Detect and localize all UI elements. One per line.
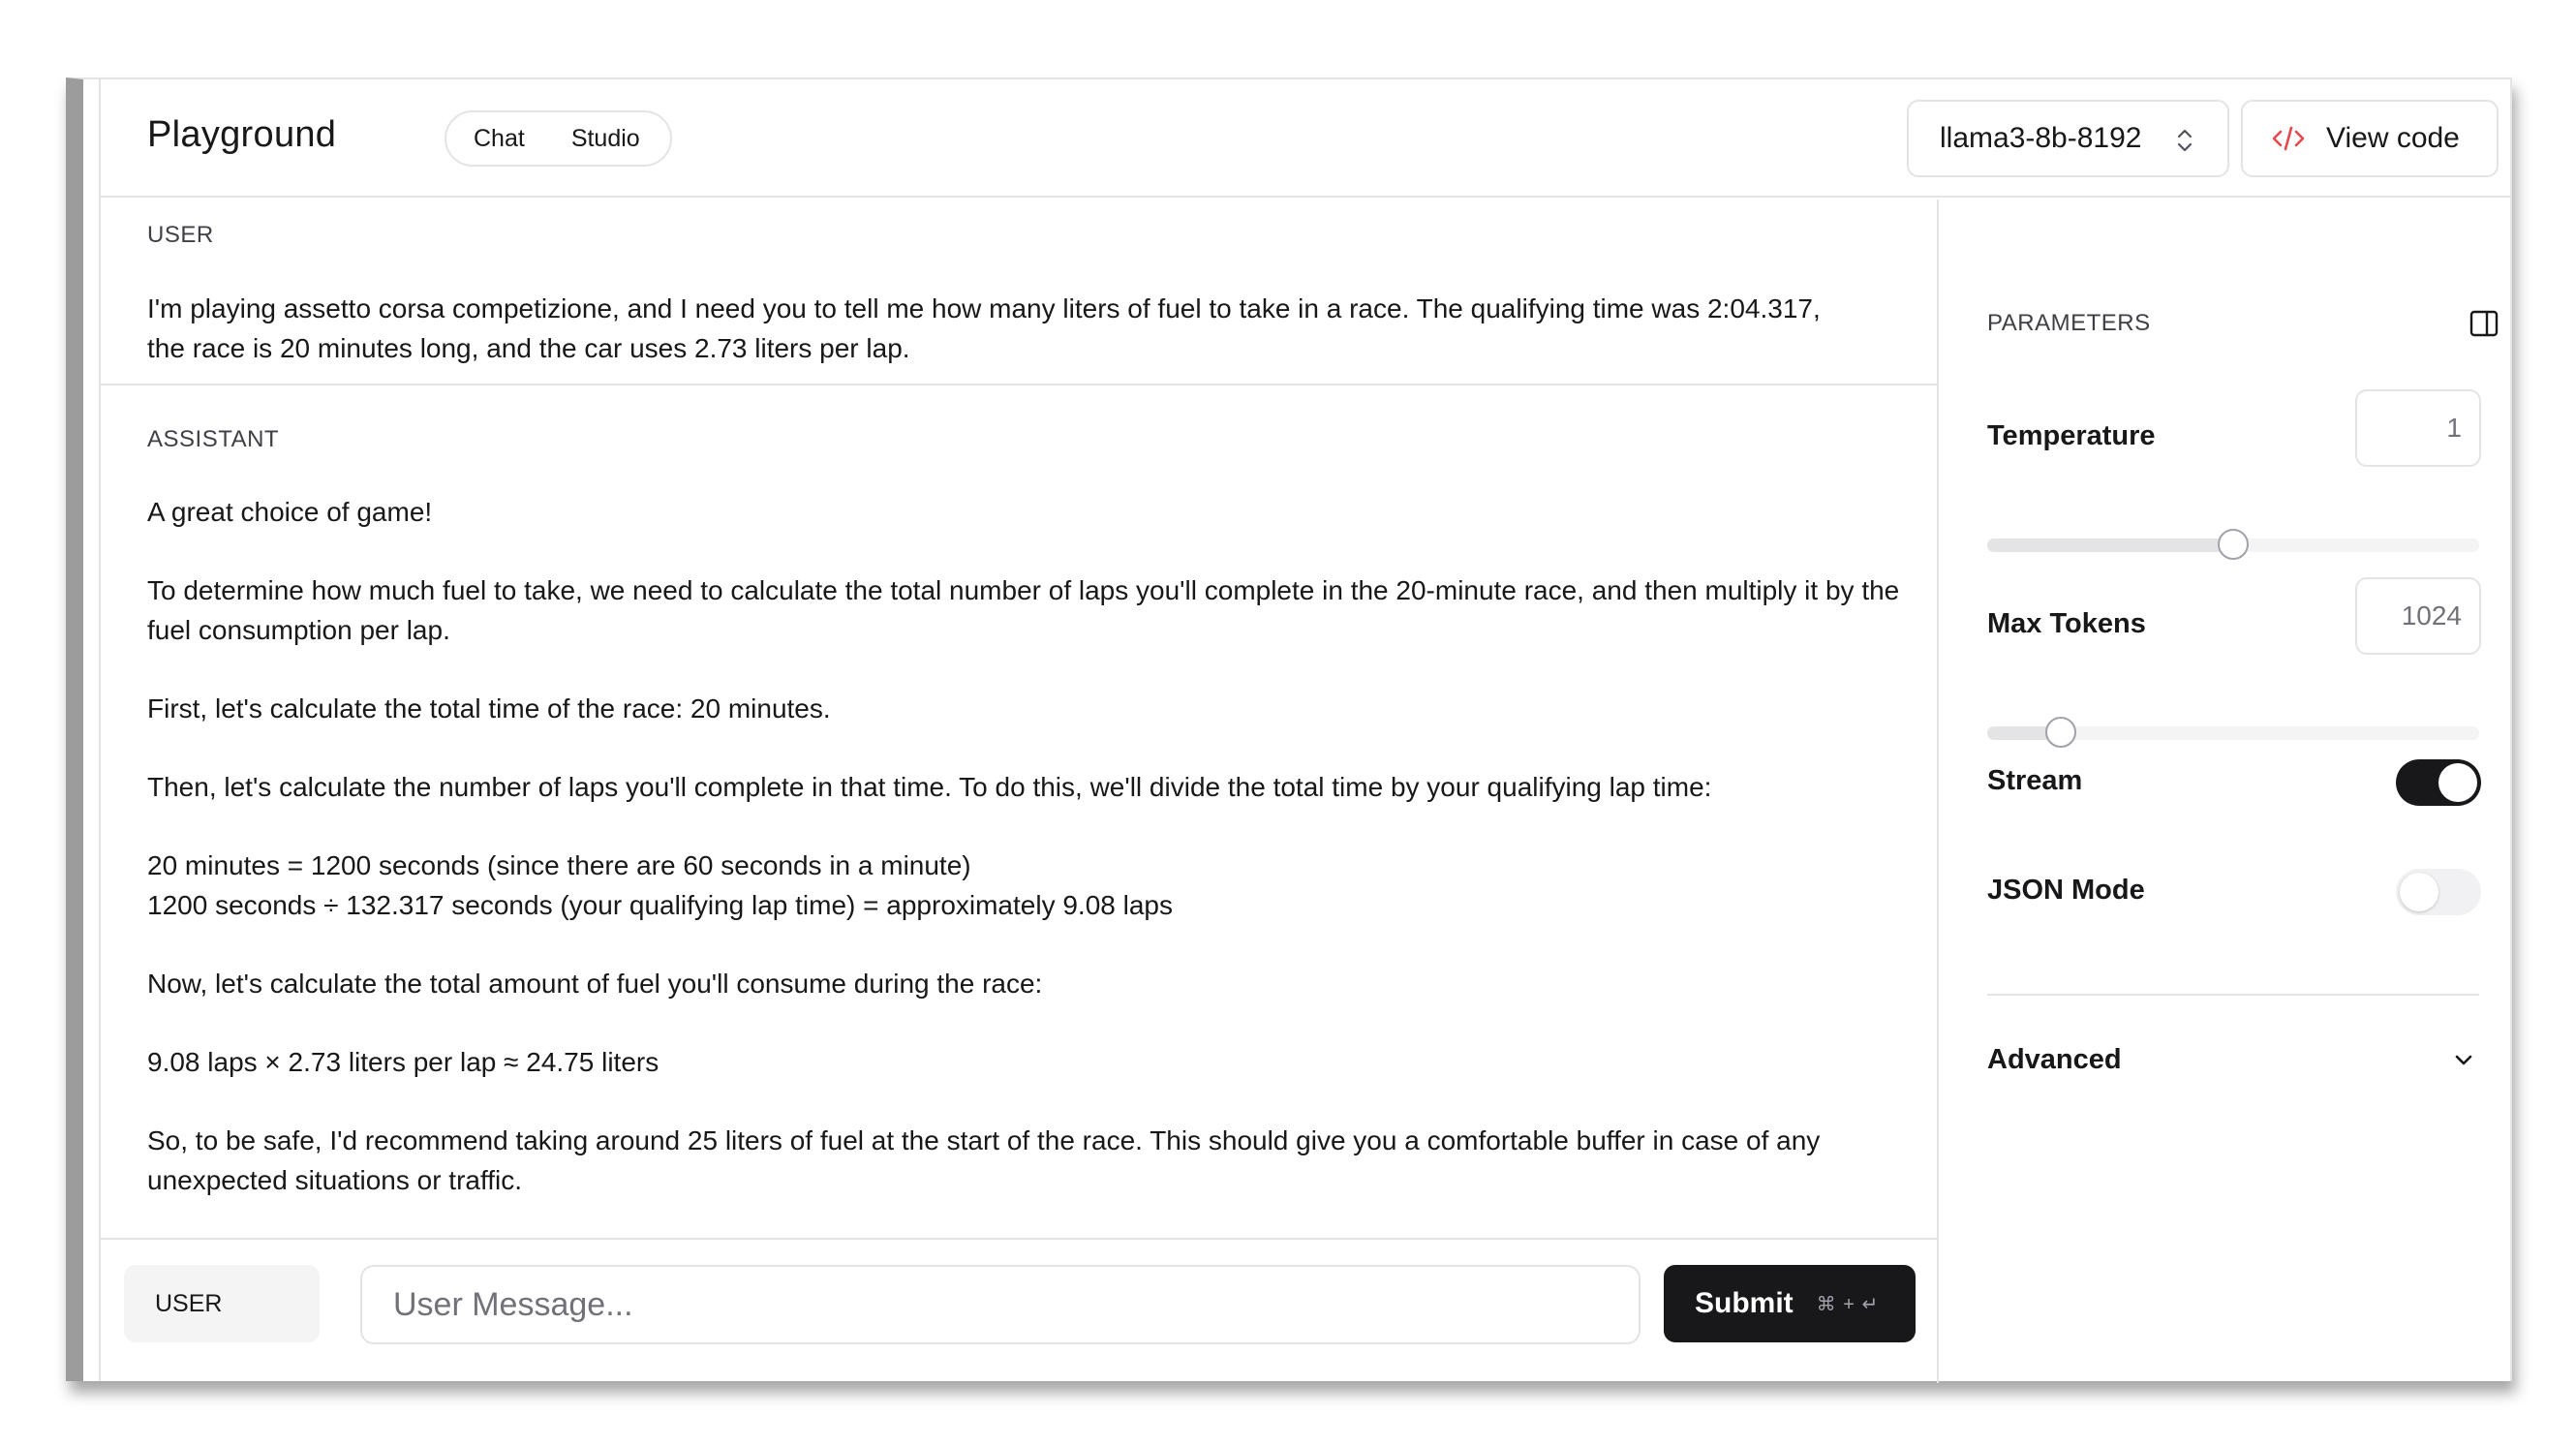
model-select[interactable] <box>1907 100 2229 177</box>
assistant-paragraph: Then, let's calculate the number of laps you'll complete in that time. To do this, we'll divide the total time by your qualifying lap time: <box>147 772 1712 802</box>
tab-chat[interactable]: Chat <box>474 124 525 152</box>
model-select-value: llama3-8b-8192 <box>1940 122 2142 154</box>
parameters-heading: PARAMETERS <box>1987 310 2151 336</box>
stream-toggle[interactable] <box>2396 759 2481 806</box>
assistant-paragraph: 20 minutes = 1200 seconds (since there are 60 seconds in a minute) 1200 seconds ÷ 132.317 seconds (your qualifying lap time) = approximately 9.08 laps <box>147 850 1173 920</box>
assistant-paragraph: To determine how much fuel to take, we need to calculate the total number of laps you'll complete in the 20-minute race, and then multiply it by the fuel consumption per lap. <box>147 575 1900 645</box>
assistant-paragraph: So, to be safe, I'd recommend taking around 25 liters of fuel at the start of the race. This should give you a comfortable buffer in case of any unexpected situations or traffic. <box>147 1125 1821 1195</box>
assistant-paragraph: Now, let's calculate the total amount of fuel you'll consume during the race: <box>147 969 1043 999</box>
toggle-knob <box>2400 873 2438 911</box>
sidebar-toggle-icon[interactable] <box>2469 310 2499 337</box>
divider <box>1987 994 2479 996</box>
view-code-label: View code <box>2326 122 2460 154</box>
json-mode-label: JSON Mode <box>1987 875 2145 906</box>
page-title: Playground <box>147 114 337 155</box>
composer <box>101 1238 1937 1383</box>
max-tokens-input[interactable]: 1024 <box>2355 577 2481 655</box>
advanced-label: Advanced <box>1987 1044 2122 1075</box>
message-role-label: ASSISTANT <box>147 426 280 452</box>
assistant-message-text <box>147 492 1900 1239</box>
code-icon <box>2272 126 2305 151</box>
chevron-down-icon <box>2452 1048 2475 1071</box>
json-mode-toggle[interactable] <box>2396 869 2481 915</box>
assistant-paragraph: First, let's calculate the total time of the race: 20 minutes. <box>147 693 831 724</box>
user-message-input[interactable] <box>360 1265 1641 1344</box>
slider-thumb[interactable] <box>2218 529 2249 560</box>
role-toggle-button[interactable]: USER <box>124 1265 320 1342</box>
keyboard-shortcut-hint: ⌘ + ↵ <box>1816 1293 1880 1315</box>
advanced-section-toggle[interactable] <box>1987 1038 2479 1085</box>
max-tokens-label: Max Tokens <box>1987 608 2146 639</box>
user-message[interactable] <box>101 200 1937 385</box>
chevron-up-down-icon <box>2175 127 2194 154</box>
user-message-text: I'm playing assetto corsa competizione, and I need you to tell me how many liters of fuel to take in a race. The qualifying time was 2:04.317, the race is 20 minutes long, and the car uses 2.73 liters per lap. <box>147 293 1821 363</box>
stream-label: Stream <box>1987 765 2083 796</box>
slider-thumb[interactable] <box>2045 717 2076 748</box>
message-role-label: USER <box>147 222 214 248</box>
temperature-input[interactable]: 1 <box>2355 389 2481 467</box>
playground-window <box>66 77 2512 1381</box>
max-tokens-slider[interactable] <box>1987 726 2479 740</box>
parameters-panel <box>1941 200 2510 1383</box>
temperature-label: Temperature <box>1987 420 2156 451</box>
assistant-paragraph: 9.08 laps × 2.73 liters per lap ≈ 24.75 liters <box>147 1047 659 1077</box>
mode-tabs <box>445 110 672 167</box>
assistant-paragraph: A great choice of game! <box>147 497 433 527</box>
chat-panel <box>101 200 1939 1383</box>
temperature-slider[interactable] <box>1987 539 2479 552</box>
view-code-button[interactable] <box>2241 100 2499 177</box>
submit-label: Submit <box>1695 1287 1794 1319</box>
top-bar <box>101 79 2510 198</box>
slider-fill <box>1987 539 2233 552</box>
tab-studio[interactable]: Studio <box>570 124 640 152</box>
toggle-knob <box>2438 763 2477 802</box>
submit-button[interactable] <box>1664 1265 1916 1342</box>
